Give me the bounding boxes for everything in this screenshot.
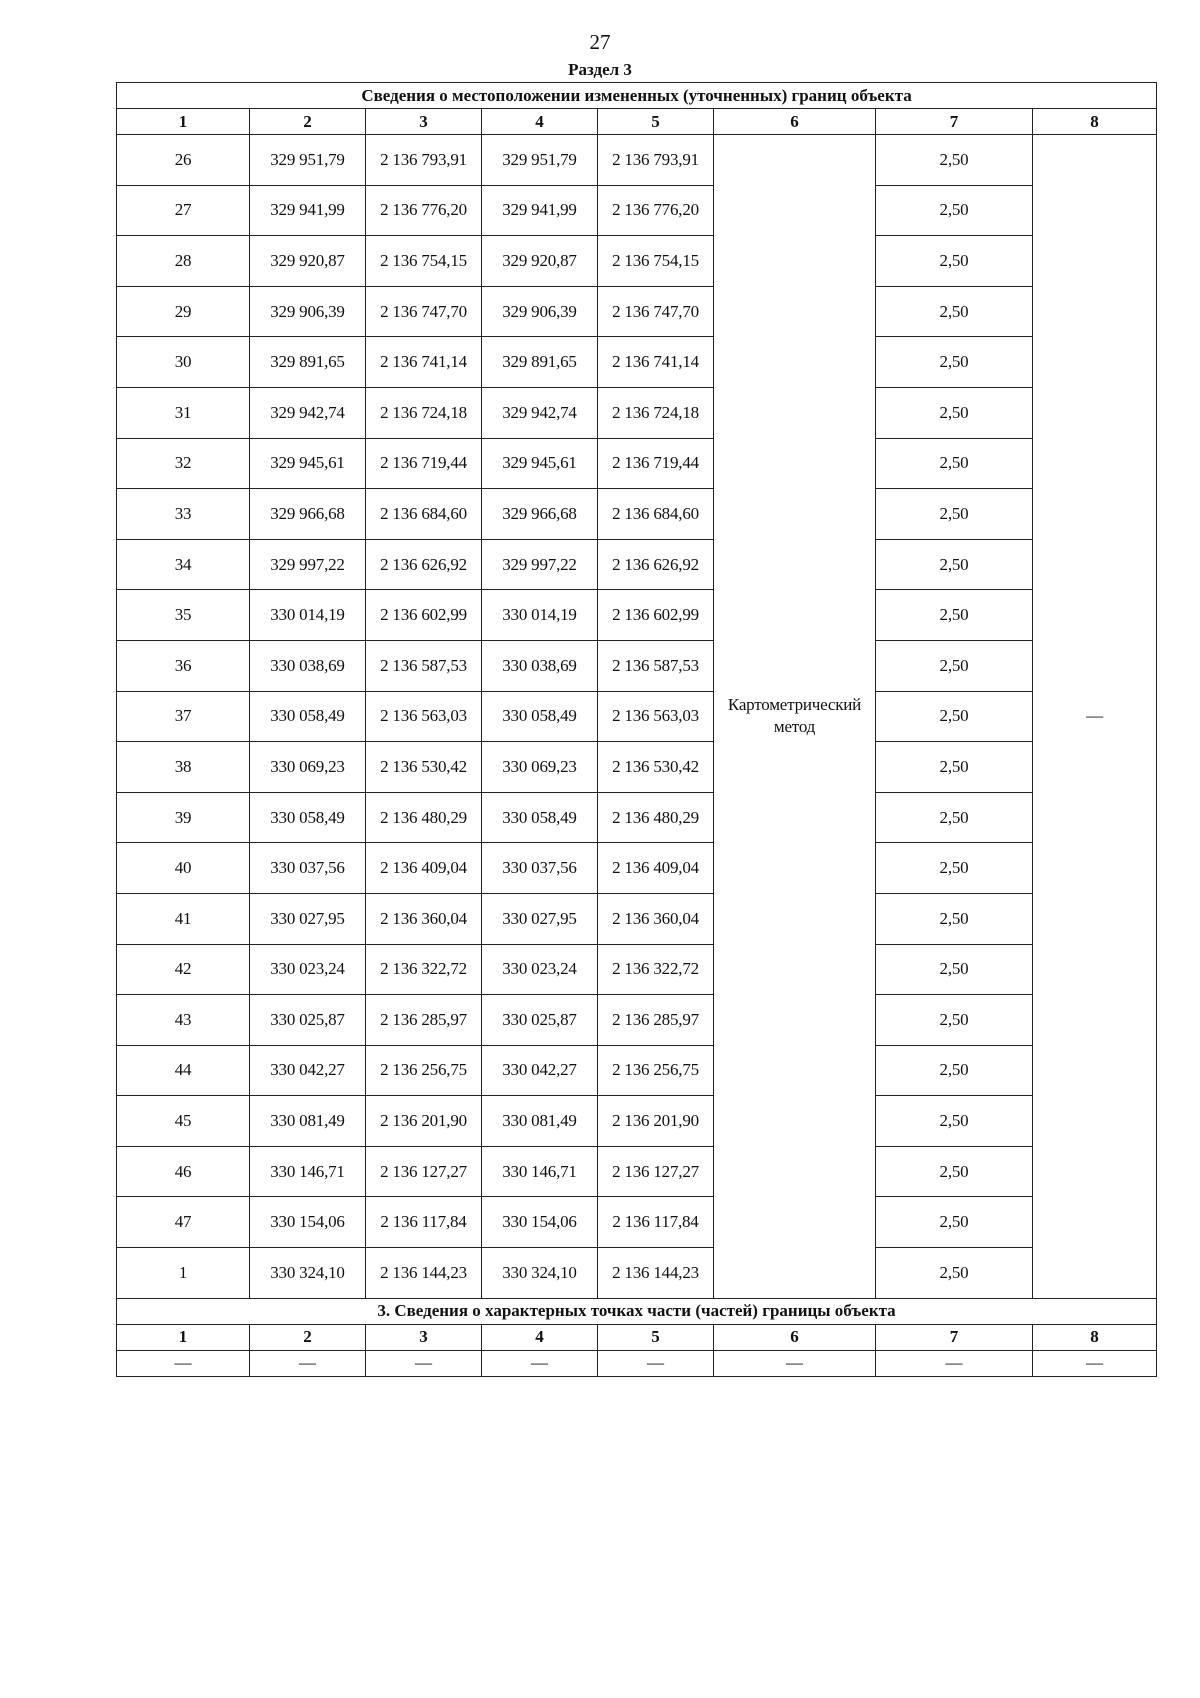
point-number: 42 [117,944,250,995]
existing-y: 2 136 741,14 [366,337,482,388]
refined-y: 2 136 587,53 [598,640,714,691]
existing-x: 330 042,27 [250,1045,366,1096]
existing-y: 2 136 587,53 [366,640,482,691]
table-row [117,1045,1157,1096]
existing-x: 329 906,39 [250,286,366,337]
existing-x: 329 945,61 [250,438,366,489]
accuracy-value: 2,50 [876,590,1033,641]
table-row [117,539,1157,590]
refined-x: 330 069,23 [482,742,598,793]
accuracy-value: 2,50 [876,1248,1033,1299]
column-number: 4 [482,109,598,135]
refined-y: 2 136 117,84 [598,1197,714,1248]
subsection-column-number-row [117,1324,1157,1350]
refined-y: 2 136 684,60 [598,489,714,540]
refined-x: 329 997,22 [482,539,598,590]
accuracy-value: 2,50 [876,995,1033,1046]
existing-y: 2 136 563,03 [366,691,482,742]
empty-cell: — [482,1350,598,1376]
subsection-column-number: 1 [117,1324,250,1350]
existing-x: 330 069,23 [250,742,366,793]
existing-y: 2 136 201,90 [366,1096,482,1147]
refined-y: 2 136 530,42 [598,742,714,793]
subsection-empty-row [117,1350,1157,1376]
refined-y: 2 136 201,90 [598,1096,714,1147]
table-row [117,337,1157,388]
existing-y: 2 136 684,60 [366,489,482,540]
refined-y: 2 136 256,75 [598,1045,714,1096]
accuracy-value: 2,50 [876,1096,1033,1147]
existing-x: 329 941,99 [250,185,366,236]
existing-x: 330 027,95 [250,893,366,944]
table-row [117,1197,1157,1248]
accuracy-value: 2,50 [876,742,1033,793]
existing-x: 330 154,06 [250,1197,366,1248]
existing-y: 2 136 144,23 [366,1248,482,1299]
point-number: 26 [117,135,250,186]
accuracy-value: 2,50 [876,944,1033,995]
existing-x: 330 037,56 [250,843,366,894]
table-row [117,438,1157,489]
accuracy-value: 2,50 [876,1197,1033,1248]
table-row [117,691,1157,742]
refined-y: 2 136 127,27 [598,1146,714,1197]
existing-y: 2 136 285,97 [366,995,482,1046]
empty-cell: — [598,1350,714,1376]
subsection-column-number: 6 [714,1324,876,1350]
existing-y: 2 136 127,27 [366,1146,482,1197]
accuracy-value: 2,50 [876,185,1033,236]
refined-x: 329 920,87 [482,236,598,287]
column-number: 1 [117,109,250,135]
table-row [117,489,1157,540]
table-row [117,792,1157,843]
accuracy-value: 2,50 [876,1146,1033,1197]
table-row [117,843,1157,894]
table-row [117,944,1157,995]
point-number: 33 [117,489,250,540]
existing-y: 2 136 480,29 [366,792,482,843]
refined-y: 2 136 747,70 [598,286,714,337]
existing-y: 2 136 754,15 [366,236,482,287]
point-number: 41 [117,893,250,944]
existing-x: 330 014,19 [250,590,366,641]
refined-x: 330 058,49 [482,792,598,843]
refined-y: 2 136 793,91 [598,135,714,186]
point-number: 44 [117,1045,250,1096]
refined-x: 330 146,71 [482,1146,598,1197]
existing-y: 2 136 409,04 [366,843,482,894]
point-number: 1 [117,1248,250,1299]
table-row [117,590,1157,641]
existing-y: 2 136 602,99 [366,590,482,641]
refined-y: 2 136 626,92 [598,539,714,590]
existing-y: 2 136 360,04 [366,893,482,944]
subsection-column-number: 3 [366,1324,482,1350]
refined-x: 329 942,74 [482,387,598,438]
column-number-row [117,109,1157,135]
refined-y: 2 136 776,20 [598,185,714,236]
refined-x: 330 324,10 [482,1248,598,1299]
point-number: 36 [117,640,250,691]
existing-x: 329 951,79 [250,135,366,186]
column-number: 7 [876,109,1033,135]
refined-x: 330 154,06 [482,1197,598,1248]
refined-y: 2 136 144,23 [598,1248,714,1299]
page-number: 27 [589,30,611,54]
refined-y: 2 136 602,99 [598,590,714,641]
point-number: 37 [117,691,250,742]
existing-x: 330 038,69 [250,640,366,691]
refined-y: 2 136 360,04 [598,893,714,944]
existing-y: 2 136 793,91 [366,135,482,186]
point-number: 46 [117,1146,250,1197]
point-number: 28 [117,236,250,287]
accuracy-value: 2,50 [876,135,1033,186]
refined-y: 2 136 480,29 [598,792,714,843]
accuracy-value: 2,50 [876,286,1033,337]
point-number: 30 [117,337,250,388]
refined-x: 330 042,27 [482,1045,598,1096]
table-row [117,742,1157,793]
table-row [117,640,1157,691]
refined-x: 329 891,65 [482,337,598,388]
empty-cell: — [1033,1350,1157,1376]
refined-x: 330 038,69 [482,640,598,691]
subsection-column-number: 2 [250,1324,366,1350]
accuracy-value: 2,50 [876,337,1033,388]
existing-y: 2 136 256,75 [366,1045,482,1096]
subsection-column-number: 7 [876,1324,1033,1350]
refined-x: 330 037,56 [482,843,598,894]
point-number: 47 [117,1197,250,1248]
table-row [117,1096,1157,1147]
subsection-column-number: 8 [1033,1324,1157,1350]
existing-x: 329 942,74 [250,387,366,438]
empty-cell: — [250,1350,366,1376]
refined-y: 2 136 754,15 [598,236,714,287]
refined-y: 2 136 322,72 [598,944,714,995]
refined-y: 2 136 719,44 [598,438,714,489]
existing-x: 329 997,22 [250,539,366,590]
existing-x: 330 023,24 [250,944,366,995]
existing-x: 329 891,65 [250,337,366,388]
existing-x: 330 058,49 [250,792,366,843]
refined-x: 329 906,39 [482,286,598,337]
refined-x: 330 025,87 [482,995,598,1046]
existing-x: 330 025,87 [250,995,366,1046]
empty-cell: — [117,1350,250,1376]
accuracy-value: 2,50 [876,792,1033,843]
table-row [117,1146,1157,1197]
table-row [117,135,1157,186]
existing-x: 330 324,10 [250,1248,366,1299]
existing-y: 2 136 719,44 [366,438,482,489]
table-row [117,1248,1157,1299]
existing-y: 2 136 322,72 [366,944,482,995]
column-number: 2 [250,109,366,135]
existing-x: 330 058,49 [250,691,366,742]
existing-x: 330 081,49 [250,1096,366,1147]
refined-y: 2 136 741,14 [598,337,714,388]
existing-y: 2 136 117,84 [366,1197,482,1248]
table-row [117,387,1157,438]
refined-x: 329 966,68 [482,489,598,540]
table-row [117,236,1157,287]
accuracy-value: 2,50 [876,438,1033,489]
point-number: 40 [117,843,250,894]
refined-y: 2 136 724,18 [598,387,714,438]
refined-x: 329 941,99 [482,185,598,236]
accuracy-value: 2,50 [876,640,1033,691]
method-cell: Картометрический метод [714,135,876,1299]
empty-cell: — [714,1350,876,1376]
point-number: 32 [117,438,250,489]
refined-y: 2 136 409,04 [598,843,714,894]
accuracy-value: 2,50 [876,1045,1033,1096]
refined-x: 330 023,24 [482,944,598,995]
existing-y: 2 136 724,18 [366,387,482,438]
existing-x: 330 146,71 [250,1146,366,1197]
point-number: 34 [117,539,250,590]
accuracy-value: 2,50 [876,387,1033,438]
existing-y: 2 136 626,92 [366,539,482,590]
subsection-column-number: 5 [598,1324,714,1350]
point-number: 35 [117,590,250,641]
point-number: 38 [117,742,250,793]
existing-x: 329 966,68 [250,489,366,540]
point-number: 39 [117,792,250,843]
table-caption: Сведения о местоположении измененных (уточненных) границ объекта [117,83,1157,109]
section-title: Раздел 3 [568,60,632,79]
refined-x: 330 027,95 [482,893,598,944]
point-number: 43 [117,995,250,1046]
table-row [117,286,1157,337]
accuracy-value: 2,50 [876,893,1033,944]
column8-cell: — [1033,135,1157,1299]
existing-x: 329 920,87 [250,236,366,287]
empty-cell: — [366,1350,482,1376]
refined-y: 2 136 285,97 [598,995,714,1046]
column-number: 6 [714,109,876,135]
table-row [117,185,1157,236]
existing-y: 2 136 530,42 [366,742,482,793]
empty-cell: — [876,1350,1033,1376]
column-number: 8 [1033,109,1157,135]
subsection-column-number: 4 [482,1324,598,1350]
accuracy-value: 2,50 [876,539,1033,590]
boundary-table [116,82,1157,1377]
refined-x: 330 081,49 [482,1096,598,1147]
accuracy-value: 2,50 [876,489,1033,540]
table-row [117,995,1157,1046]
refined-x: 329 945,61 [482,438,598,489]
point-number: 45 [117,1096,250,1147]
refined-y: 2 136 563,03 [598,691,714,742]
point-number: 31 [117,387,250,438]
accuracy-value: 2,50 [876,691,1033,742]
refined-x: 330 058,49 [482,691,598,742]
point-number: 29 [117,286,250,337]
existing-y: 2 136 776,20 [366,185,482,236]
accuracy-value: 2,50 [876,236,1033,287]
subsection-title: 3. Сведения о характерных точках части (частей) границы объекта [117,1298,1157,1324]
table-row [117,893,1157,944]
refined-x: 329 951,79 [482,135,598,186]
accuracy-value: 2,50 [876,843,1033,894]
column-number: 5 [598,109,714,135]
existing-y: 2 136 747,70 [366,286,482,337]
column-number: 3 [366,109,482,135]
point-number: 27 [117,185,250,236]
refined-x: 330 014,19 [482,590,598,641]
